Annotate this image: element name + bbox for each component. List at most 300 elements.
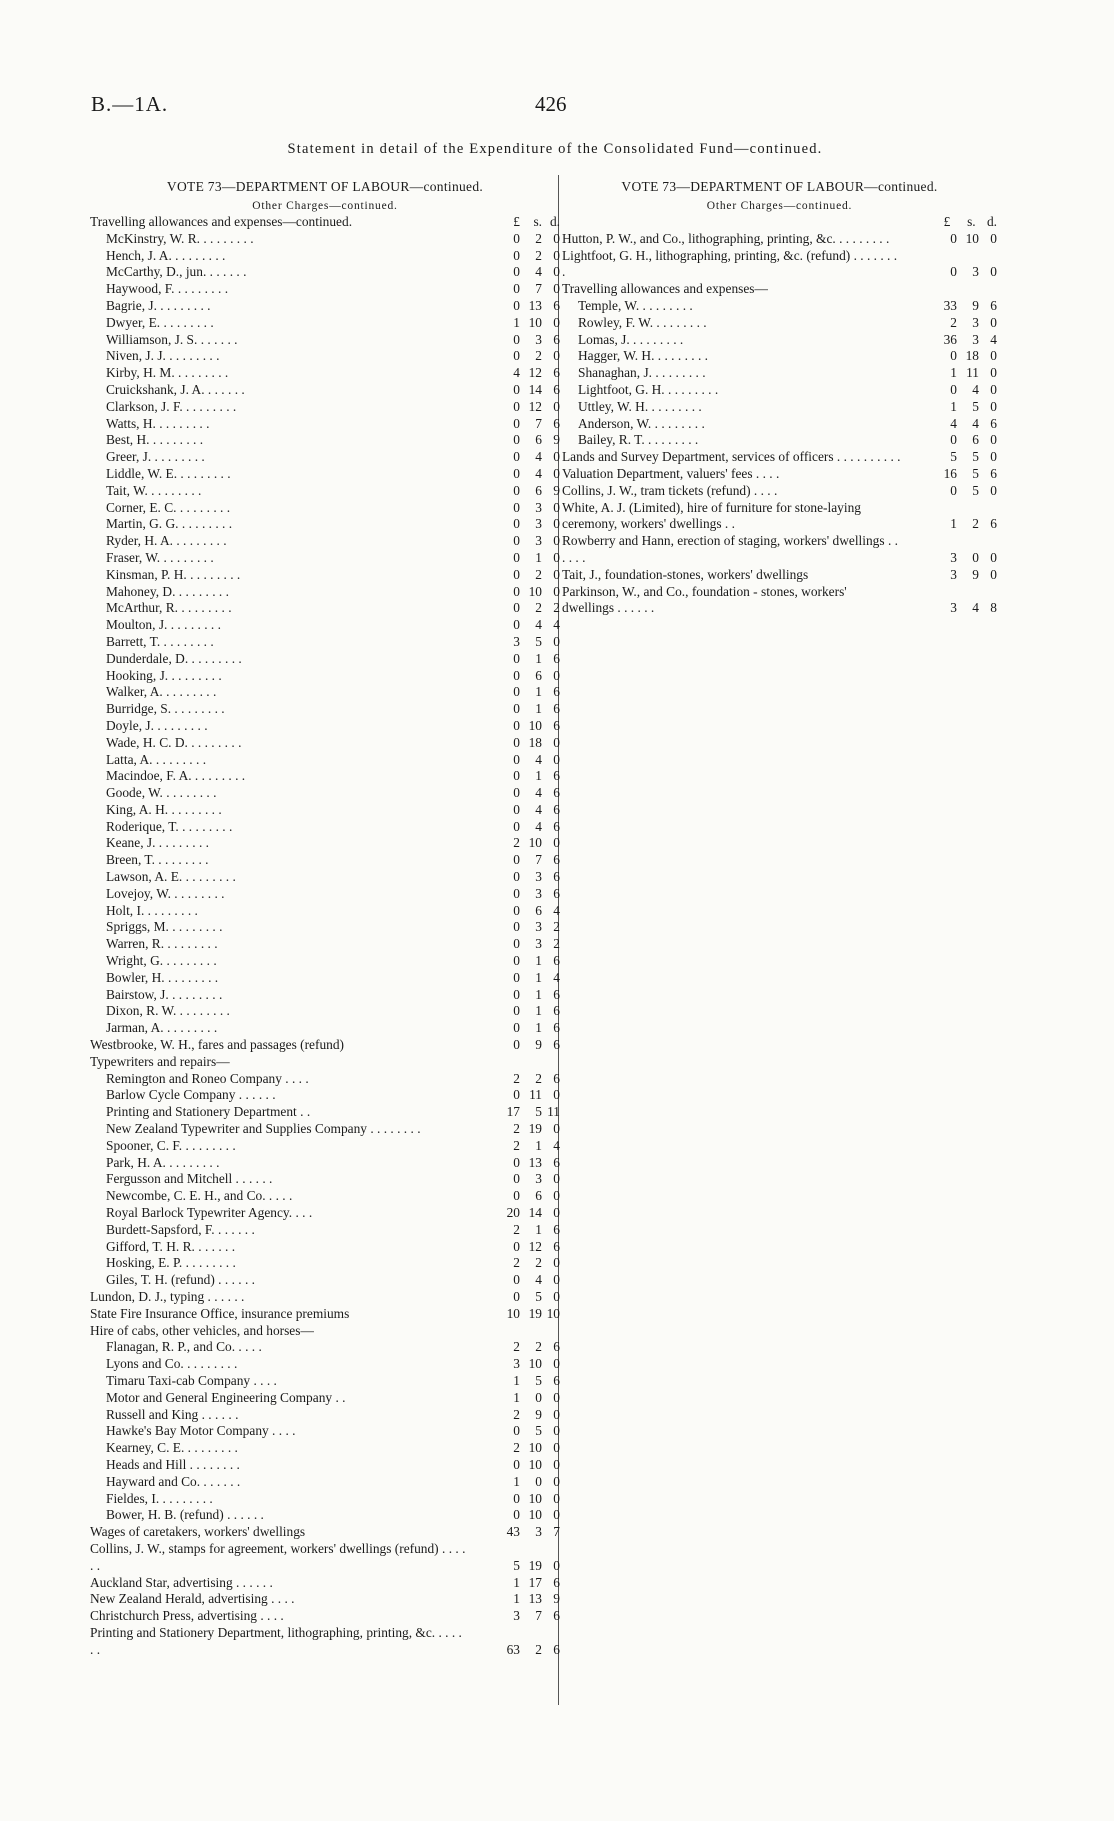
shillings-value: 3	[535, 533, 542, 549]
item-label: Rowberry and Hann, erection of staging, workers' dwellings . . . . . .	[562, 533, 898, 565]
expenditure-row	[90, 1003, 560, 1020]
pounds-value: 0	[513, 717, 520, 733]
pounds-value: 5	[950, 449, 957, 465]
pounds-value: 0	[513, 986, 520, 1002]
subheading: Other Charges—continued.	[252, 200, 398, 212]
shillings-value: 5	[972, 398, 979, 414]
expenditure-row	[90, 516, 560, 533]
pence-value: 6	[553, 1020, 560, 1036]
item-label: Giles, T. H. (refund) . . . . . .	[106, 1272, 256, 1288]
expenditure-row	[90, 1457, 560, 1474]
shillings-value: 19	[528, 1557, 542, 1573]
shillings-value: 17	[528, 1574, 542, 1590]
pounds-value: 3	[513, 633, 520, 649]
expenditure-row	[90, 684, 560, 701]
expenditure-row	[90, 1087, 560, 1104]
expenditure-row	[90, 919, 560, 936]
pence-value: 0	[553, 1121, 560, 1137]
amount	[927, 365, 997, 382]
shillings-value: 2	[535, 247, 542, 263]
shillings-value: 1	[535, 953, 542, 969]
pence-value: 6	[553, 869, 560, 885]
shillings-value: 6	[535, 667, 542, 683]
shillings-value: 1	[535, 1137, 542, 1153]
shillings-value: 3	[535, 1524, 542, 1540]
pounds-value: 0	[513, 701, 520, 717]
pence-value: 6	[553, 717, 560, 733]
expenditure-row	[90, 214, 560, 231]
amount	[490, 1339, 560, 1356]
item-label: Bairstow, J. . . . . . . . .	[106, 986, 223, 1002]
shillings-value: 1	[535, 701, 542, 717]
expenditure-row	[90, 1575, 560, 1592]
pence-value: 0	[553, 398, 560, 414]
expenditure-row	[562, 584, 997, 618]
pence-value: 0	[553, 1507, 560, 1523]
expenditure-list	[90, 214, 560, 1659]
pounds-value: 0	[513, 667, 520, 683]
item-label: Lands and Survey Department, services of officers . . . . . . . . . .	[562, 449, 901, 465]
amount	[490, 1524, 560, 1541]
pence-value: 0	[990, 549, 997, 565]
expenditure-row	[90, 1608, 560, 1625]
expenditure-row	[90, 281, 560, 298]
expenditure-row	[562, 533, 997, 567]
pounds-value: £	[513, 214, 520, 229]
amount	[490, 869, 560, 886]
pence-value: 0	[553, 549, 560, 565]
pence-value: 0	[553, 1456, 560, 1472]
shillings-value: 3	[535, 936, 542, 952]
amount	[490, 248, 560, 265]
pence-value: 6	[553, 785, 560, 801]
pence-value: 0	[553, 1087, 560, 1103]
amount	[490, 970, 560, 987]
pence-value: 6	[990, 516, 997, 532]
pounds-value: 0	[513, 297, 520, 313]
expenditure-row	[562, 298, 997, 315]
shillings-value: 2	[535, 566, 542, 582]
pounds-value: 0	[513, 1087, 520, 1103]
pence-value: 0	[553, 566, 560, 582]
expenditure-row	[90, 1121, 560, 1138]
pounds-value: 2	[513, 1255, 520, 1271]
amount	[490, 651, 560, 668]
item-label: Breen, T. . . . . . . . .	[106, 852, 209, 868]
shillings-value: 3	[535, 885, 542, 901]
amount	[490, 701, 560, 718]
expenditure-row	[562, 315, 997, 332]
right-column	[562, 176, 997, 617]
pence-value: 6	[990, 415, 997, 431]
pounds-value: 0	[513, 281, 520, 297]
item-label: State Fire Insurance Office, insurance premiums	[90, 1305, 350, 1321]
pounds-value: 0	[513, 600, 520, 616]
pounds-value: 3	[950, 566, 957, 582]
amount	[490, 1272, 560, 1289]
pence-value: 0	[990, 432, 997, 448]
item-label: Auckland Star, advertising . . . . . .	[90, 1574, 273, 1590]
amount	[490, 416, 560, 433]
expenditure-row	[90, 802, 560, 819]
item-label: Hayward and Co. . . . . . .	[106, 1473, 241, 1489]
pence-value: 4	[553, 617, 560, 633]
pence-value: 6	[553, 1037, 560, 1053]
pounds-value: 0	[513, 1490, 520, 1506]
shillings-value: 1	[535, 768, 542, 784]
amount	[490, 567, 560, 584]
expenditure-row	[90, 1239, 560, 1256]
item-label: Park, H. A. . . . . . . . .	[106, 1154, 220, 1170]
pence-value: 0	[553, 465, 560, 481]
pence-value: 0	[553, 835, 560, 851]
pounds-value: 2	[950, 314, 957, 330]
amount	[490, 1087, 560, 1104]
item-label: Doyle, J. . . . . . . . .	[106, 717, 208, 733]
pence-value: 0	[990, 314, 997, 330]
pounds-value: 0	[513, 398, 520, 414]
shillings-value: 5	[535, 633, 542, 649]
pounds-value: 0	[513, 331, 520, 347]
amount	[927, 332, 997, 349]
shillings-value: 14	[528, 381, 542, 397]
item-label: New Zealand Herald, advertising . . . .	[90, 1591, 295, 1607]
item-label: Russell and King . . . . . .	[106, 1406, 239, 1422]
item-label: Bowler, H. . . . . . . . .	[106, 969, 219, 985]
amount	[490, 1642, 560, 1659]
amount	[490, 1323, 560, 1340]
item-label: Spriggs, M. . . . . . . . .	[106, 919, 223, 935]
item-label: Collins, J. W., stamps for agreement, workers' dwellings (refund) . . . . . .	[90, 1540, 466, 1573]
item-label: Lyons and Co. . . . . . . . .	[106, 1356, 238, 1372]
item-label: Motor and General Engineering Company . .	[106, 1389, 346, 1405]
vote-heading: VOTE 73—DEPARTMENT OF LABOUR—continued.	[621, 179, 938, 194]
pounds-value: 0	[513, 1456, 520, 1472]
pounds-value: 0	[513, 465, 520, 481]
expenditure-row	[90, 1339, 560, 1356]
shillings-value: 19	[528, 1121, 542, 1137]
pence-value: 6	[553, 852, 560, 868]
expenditure-row	[90, 264, 560, 281]
left-column	[90, 176, 560, 1659]
pounds-value: 2	[513, 1440, 520, 1456]
item-label: Niven, J. J. . . . . . . . .	[106, 348, 220, 364]
item-label: Hawke's Bay Motor Company . . . .	[106, 1423, 296, 1439]
expenditure-list	[562, 231, 997, 617]
pounds-value: 0	[513, 1188, 520, 1204]
item-label: Warren, R. . . . . . . . .	[106, 936, 218, 952]
pence-value: 6	[553, 1238, 560, 1254]
shillings-value: 2	[535, 1641, 542, 1657]
pounds-value: 0	[513, 1507, 520, 1523]
amount	[490, 852, 560, 869]
amount	[490, 1440, 560, 1457]
amount	[490, 1474, 560, 1491]
pence-value: 6	[553, 701, 560, 717]
amount	[490, 768, 560, 785]
shillings-value: 12	[528, 398, 542, 414]
amount	[490, 1071, 560, 1088]
expenditure-row	[90, 1138, 560, 1155]
amount	[490, 432, 560, 449]
amount	[490, 1558, 560, 1575]
amount	[490, 1104, 560, 1121]
pence-value: d.	[549, 214, 560, 229]
amount	[490, 1121, 560, 1138]
amount	[490, 1138, 560, 1155]
expenditure-row	[562, 449, 997, 466]
pence-value: 6	[553, 1070, 560, 1086]
pence-value: 0	[553, 583, 560, 599]
pence-unit: d.	[986, 214, 997, 229]
pounds-value: 0	[513, 902, 520, 918]
expenditure-row	[90, 466, 560, 483]
amount	[490, 449, 560, 466]
pence-value: 4	[553, 1137, 560, 1153]
amount	[490, 919, 560, 936]
pence-value: 6	[553, 1608, 560, 1624]
expenditure-row	[90, 718, 560, 735]
item-label: Westbrooke, W. H., fares and passages (refund)	[90, 1037, 345, 1053]
amount	[490, 936, 560, 953]
item-label: Flanagan, R. P., and Co. . . . .	[106, 1339, 262, 1355]
item-label: White, A. J. (Limited), hire of furniture for stone-laying ceremony, workers' dwellings . .	[562, 499, 861, 532]
pounds-value: 0	[513, 953, 520, 969]
shillings-value: 12	[528, 365, 542, 381]
shillings-value: 6	[535, 432, 542, 448]
pence-value: 6	[553, 1003, 560, 1019]
pounds-value: 0	[513, 1289, 520, 1304]
item-label: Christchurch Press, advertising . . . .	[90, 1608, 284, 1624]
expenditure-row	[562, 348, 997, 365]
shillings-value: 3	[535, 919, 542, 935]
expenditure-row	[90, 1222, 560, 1239]
pounds-value: 33	[943, 297, 957, 313]
expenditure-row	[90, 1440, 560, 1457]
amount	[490, 332, 560, 349]
pence-value: 0	[553, 667, 560, 683]
item-label: Bailey, R. T. . . . . . . . .	[578, 432, 699, 448]
shillings-value: 2	[535, 348, 542, 364]
expenditure-row	[90, 248, 560, 265]
expenditure-row	[562, 332, 997, 349]
item-label: Royal Barlock Typewriter Agency. . . .	[106, 1205, 313, 1221]
amount	[490, 1507, 560, 1524]
pounds-value: 2	[513, 1070, 520, 1086]
item-label: Gifford, T. H. R. . . . . . .	[106, 1238, 236, 1254]
item-label: Printing and Stationery Department, lithographing, printing, &c. . . . . . .	[90, 1624, 462, 1657]
pence-value: 10	[546, 1305, 560, 1321]
pence-value: 0	[553, 1423, 560, 1439]
expenditure-row	[90, 819, 560, 836]
item-label: Kirby, H. M. . . . . . . . .	[106, 365, 229, 381]
pence-value: 0	[553, 1406, 560, 1422]
amount	[490, 1239, 560, 1256]
pence-value: 0	[553, 633, 560, 649]
item-label: Watts, H. . . . . . . . .	[106, 415, 210, 431]
expenditure-row	[90, 1507, 560, 1524]
pounds-value: 0	[513, 583, 520, 599]
amount	[490, 953, 560, 970]
item-label: Typewriters and repairs—	[90, 1053, 230, 1069]
pounds-value: 0	[513, 1171, 520, 1187]
pounds-value: 0	[513, 516, 520, 532]
item-label: Greer, J. . . . . . . . .	[106, 449, 205, 465]
expenditure-row	[90, 953, 560, 970]
pounds-value: 1	[513, 1574, 520, 1590]
item-label: Parkinson, W., and Co., foundation - stones, workers' dwellings . . . . . .	[562, 583, 847, 616]
pence-value: 0	[553, 1255, 560, 1271]
amount	[490, 281, 560, 298]
amount	[490, 634, 560, 651]
item-label: Burdett-Sapsford, F. . . . . . .	[106, 1221, 255, 1237]
expenditure-row	[90, 1188, 560, 1205]
amount	[490, 399, 560, 416]
amount	[927, 315, 997, 332]
pounds-value: 43	[506, 1524, 520, 1540]
item-label: Valuation Department, valuers' fees . . . .	[562, 465, 780, 481]
amount	[490, 231, 560, 248]
shillings-value: 5	[972, 482, 979, 498]
pence-value: 6	[553, 297, 560, 313]
expenditure-row	[90, 483, 560, 500]
expenditure-row	[90, 634, 560, 651]
shillings-value: 1	[535, 969, 542, 985]
amount	[490, 819, 560, 836]
item-label: McArthur, R. . . . . . . . .	[106, 600, 232, 616]
pounds-value: 3	[513, 1608, 520, 1624]
amount	[490, 987, 560, 1004]
amount	[490, 903, 560, 920]
pence-value: 0	[990, 230, 997, 246]
expenditure-row	[90, 399, 560, 416]
item-label: Fieldes, I. . . . . . . . .	[106, 1490, 213, 1506]
item-label: Hench, J. A. . . . . . . . .	[106, 247, 226, 263]
item-label: Jarman, A. . . . . . . . .	[106, 1020, 218, 1036]
pence-value: 6	[553, 1372, 560, 1388]
item-label: Roderique, T. . . . . . . . .	[106, 818, 233, 834]
amount	[927, 483, 997, 500]
pounds-value: 0	[513, 432, 520, 448]
shillings-value: 3	[972, 264, 979, 280]
amount	[927, 298, 997, 315]
item-label: McCarthy, D., jun. . . . . . .	[106, 264, 247, 280]
amount	[490, 1608, 560, 1625]
pence-value: 6	[553, 1574, 560, 1590]
pounds-value: 0	[513, 617, 520, 633]
item-label: Travelling allowances and expenses—	[562, 281, 768, 297]
shillings-value: 18	[528, 734, 542, 750]
shillings-value: 11	[529, 1087, 542, 1103]
pence-value: 0	[990, 381, 997, 397]
pounds-value: 0	[513, 499, 520, 515]
expenditure-row	[90, 651, 560, 668]
expenditure-row	[562, 483, 997, 500]
shillings-value: 13	[528, 1591, 542, 1607]
amount	[490, 1591, 560, 1608]
item-label: Collins, J. W., tram tickets (refund) . . . .	[562, 482, 778, 498]
shillings-value: 5	[535, 1104, 542, 1120]
expenditure-row	[90, 1289, 560, 1306]
shillings-value: 3	[535, 331, 542, 347]
item-label: Tait, J., foundation-stones, workers' dwellings	[562, 566, 809, 582]
expenditure-row	[90, 987, 560, 1004]
expenditure-row	[90, 886, 560, 903]
expenditure-row	[562, 500, 997, 534]
item-label: Tait, W. . . . . . . . .	[106, 482, 202, 498]
pence-value: 2	[553, 919, 560, 935]
amount	[490, 785, 560, 802]
pence-value: 6	[553, 885, 560, 901]
expenditure-row	[90, 315, 560, 332]
expenditure-row	[90, 416, 560, 433]
pounds-value: 0	[513, 785, 520, 801]
pence-value: 0	[553, 499, 560, 515]
amount	[490, 315, 560, 332]
shillings-value: 4	[535, 1272, 542, 1288]
expenditure-row	[90, 1037, 560, 1054]
pounds-value: 0	[513, 684, 520, 700]
item-label: Lightfoot, G. H., lithographing, printing, &c. (refund) . . . . . . . .	[562, 247, 898, 280]
shillings-value: 9	[972, 566, 979, 582]
pounds-value: 0	[513, 969, 520, 985]
pence-value: 0	[553, 1490, 560, 1506]
shillings-value: 4	[535, 264, 542, 280]
shillings-value: 1	[535, 1221, 542, 1237]
expenditure-row	[90, 1491, 560, 1508]
item-label: New Zealand Typewriter and Supplies Company . . . . . . . .	[106, 1121, 421, 1137]
shillings-value: 4	[535, 465, 542, 481]
item-label: Fergusson and Mitchell . . . . . .	[106, 1171, 273, 1187]
pence-value: 0	[990, 348, 997, 364]
pence-value: 0	[553, 230, 560, 246]
shillings-value: 1	[535, 549, 542, 565]
pence-value: 6	[553, 801, 560, 817]
amount	[927, 399, 997, 416]
shillings-value: 6	[972, 432, 979, 448]
unit-header	[562, 214, 997, 231]
amount	[490, 365, 560, 382]
expenditure-row	[90, 1071, 560, 1088]
pounds-value: 3	[950, 600, 957, 616]
pence-value: 0	[553, 1188, 560, 1204]
pounds-value: 0	[513, 1003, 520, 1019]
item-label: Dunderdale, D. . . . . . . . .	[106, 650, 242, 666]
amount	[490, 264, 560, 281]
amount	[490, 1407, 560, 1424]
expenditure-row	[90, 1591, 560, 1608]
shillings-value: 9	[535, 1406, 542, 1422]
pence-value: 6	[553, 768, 560, 784]
expenditure-row	[90, 701, 560, 718]
pence-value: 6	[553, 818, 560, 834]
pence-value: 6	[553, 1154, 560, 1170]
shillings-value: 10	[528, 1456, 542, 1472]
shillings-value: 7	[535, 1608, 542, 1624]
amount	[490, 1306, 560, 1323]
pence-value: 6	[553, 1339, 560, 1355]
pounds-value: 0	[513, 247, 520, 263]
document-reference: B.—1A.	[91, 92, 169, 116]
shillings-value: 10	[528, 583, 542, 599]
pounds-value: 0	[950, 482, 957, 498]
pence-value: 7	[553, 1524, 560, 1540]
item-label: Remington and Roneo Company . . . .	[106, 1070, 309, 1086]
pence-value: 6	[990, 465, 997, 481]
shillings-value: 10	[528, 1490, 542, 1506]
pounds-value: 0	[513, 264, 520, 280]
shillings-value: 13	[528, 297, 542, 313]
